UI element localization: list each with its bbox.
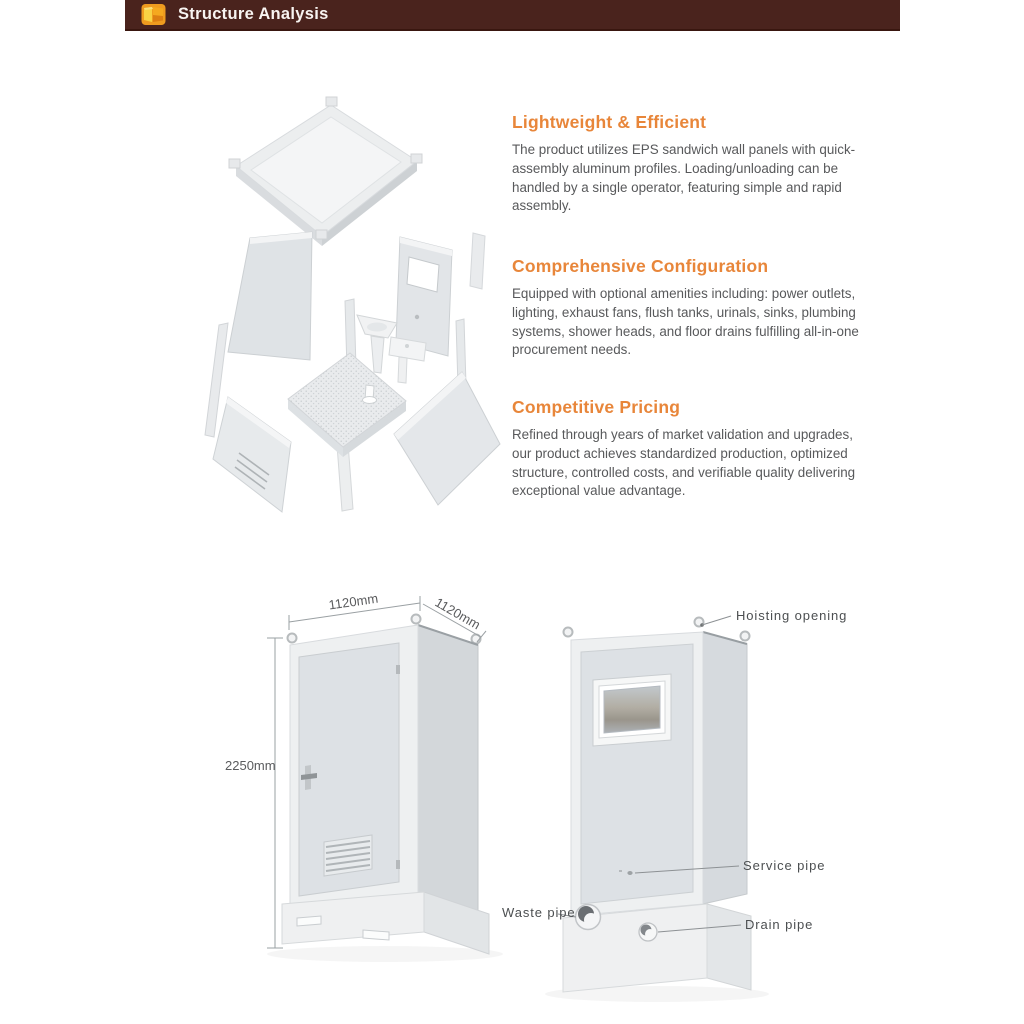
width-label: 1120mm (327, 590, 379, 613)
waste-pipe-hole (576, 905, 601, 930)
service-pipe-hole (627, 871, 632, 875)
width-dimension (289, 591, 420, 630)
floor-panel (288, 353, 406, 457)
feature-configuration (512, 256, 874, 360)
box-3d-icon (141, 3, 166, 26)
exploded-view-diagram (185, 85, 503, 530)
louver-vent (324, 835, 372, 876)
depth-label: 1120mm (432, 594, 483, 633)
hoisting-annotation (700, 608, 847, 627)
height-dimension (225, 638, 283, 948)
door-panel (396, 237, 452, 356)
waste-label: Waste pipe (502, 905, 576, 920)
back-view-illustration (502, 608, 847, 1002)
service-label: Service pipe (743, 858, 826, 873)
front-view-illustration (225, 591, 503, 962)
feature-lightweight (512, 112, 874, 216)
drain-label: Drain pipe (745, 917, 814, 932)
feature-title: Comprehensive Configuration (512, 256, 769, 276)
feature-pricing (512, 397, 874, 501)
height-label: 2250mm (225, 758, 276, 773)
product-views-diagram (125, 570, 900, 1020)
feature-title: Competitive Pricing (512, 397, 681, 417)
feature-body: Equipped with optional amenities including: power outlets, lighting, exhaust fans, flush tanks, urinals, sinks, plumbing systems, shower heads, and floor drains fulfilling all-in-one procurement needs. (512, 286, 859, 358)
drain-pipe-hole (639, 923, 657, 941)
page-title: Structure Analysis (178, 5, 329, 23)
feature-body: The product utilizes EPS sandwich wall panels with quick-assembly aluminum profiles. Loading/unloading can be handled by a single operator, featuring simple and rapid assembly. (512, 142, 856, 214)
hoisting-label: Hoisting opening (736, 608, 848, 623)
header-bar (125, 0, 900, 31)
feature-title: Lightweight & Efficient (512, 112, 707, 132)
wall-panel-right (394, 372, 500, 505)
waste-annotation (502, 905, 576, 920)
roof-panel (229, 97, 422, 246)
window (593, 674, 671, 746)
louver-panel (213, 397, 291, 512)
wall-panel-left (228, 232, 312, 360)
flush-tank (389, 337, 426, 383)
feature-body: Refined through years of market validation and upgrades, our product achieves standardized production, optimized structure, controlled costs, and verifiable quality delivering exceptional value advantage. (512, 427, 856, 499)
